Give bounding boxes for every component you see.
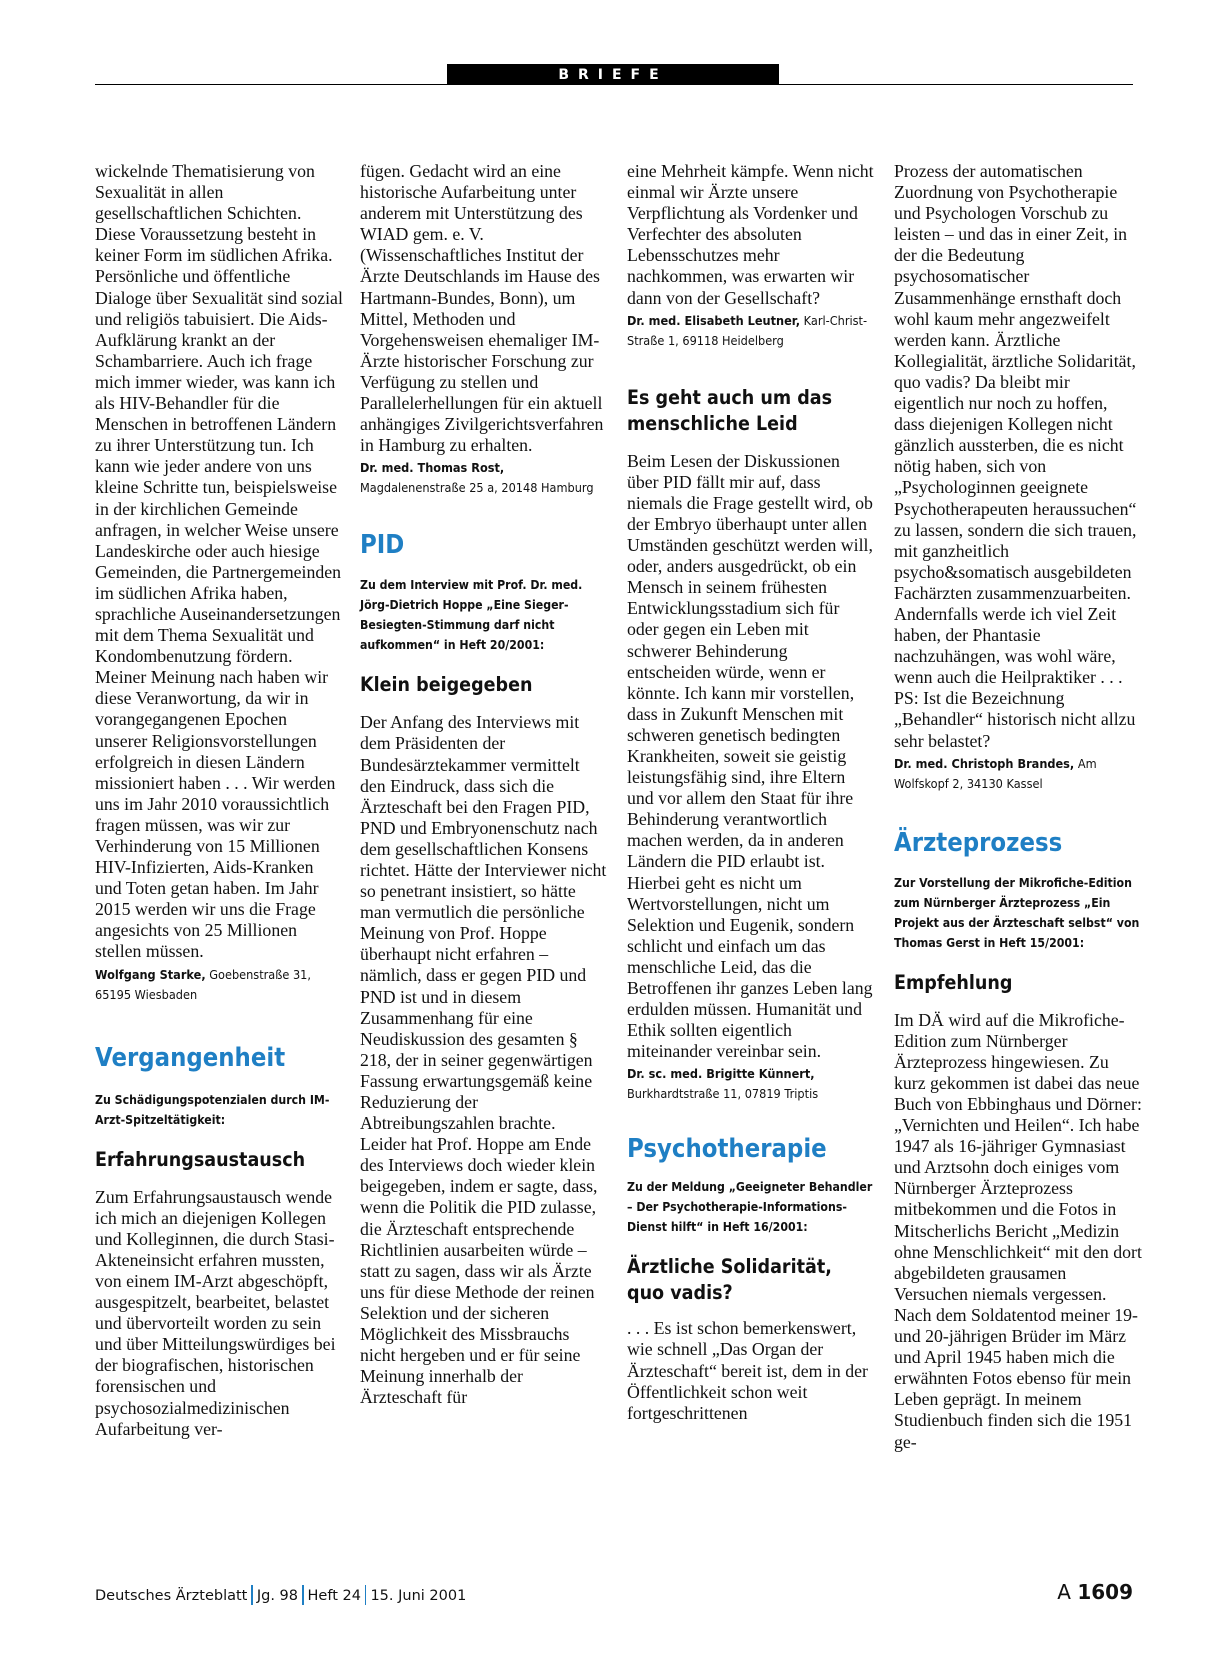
letter-text: Im DÄ wird auf die Mikrofiche-Edition zum Nürnberger Ärzteprozess hingewiesen. Zu kurz gekommen ist dabei das neue Buch von Ebbinghaus und Dörner: „Vernichten und Heilen“. Ich habe 1947 als 16-jähriger Gymnasiast und Arztsohn doch einiges vom Nürnberger Ärzteprozess mitbekommen und die Fotos in Mitscherlichs Bericht „Medizin ohne Menschlichkeit“ mit den dort abgebildeten grausamen Versuchen niemals vergessen. Nach dem Soldatentod meiner 19- und 20-jährigen Brüder im März und April 1945 haben mich die erwähnten Fotos ebenso für mein Leben geprägt. In meinem Studienbuch finden sich die 1951 ge- [894, 1009, 1142, 1452]
footer-separator [365, 1585, 367, 1605]
section-title: Ärzteprozess [894, 827, 1063, 858]
letter-text: Leider hat Prof. Hoppe am Ende des Interviews doch wieder klein beigegeben, indem er sagte, dass, wenn die Politik die PID zulasse, die Ärzteschaft entsprechende Richtlinien ausarbeiten würde – statt zu sagen, dass wir als Ärzte uns für diese Methode der reinen Selektion und der sicheren Möglichkeit des Missbrauchs nicht hergeben und er für seine Meinung innerhalb der Ärzteschaft für [360, 1134, 598, 1408]
letter-signature [894, 754, 1142, 794]
column-2 [360, 161, 608, 1408]
letter-headline: Erfahrungsaustausch [95, 1147, 306, 1171]
reference-note: Zu dem Interview mit Prof. Dr. med. Jörg-Dietrich Hoppe „Eine Sieger-Besiegten-Stimmung darf nicht aufkommen“ in Heft 20/2001: [360, 578, 583, 654]
column-1 [95, 161, 343, 1440]
section-title: Vergangenheit [95, 1042, 286, 1073]
column-3 [627, 161, 875, 1424]
page-number-value: 1609 [1077, 1580, 1133, 1604]
author-address: Magdalenenstraße 25 a, 20148 Hamburg [360, 480, 594, 496]
letter-text: wickelnde Thematisierung von Sexualität in allen gesellschaftlichen Schichten. Diese Voraussetzung besteht in keiner Form im südlichen Afrika. Persönliche und öffentliche Dialoge über Sexualität sind sozial und religiös tabuisiert. Die Aids-Aufklärung krankt an der Schambarriere. Auch ich frage mich immer wieder, was kann ich als HIV-Behandler für die Menschen in betroffenen Ländern zu ihrer Unterstützung tun. Ich kann wie jeder andere von uns kleine Schritte tun, beispielsweise in der kirchlichen Gemeinde anfragen, in welcher Weise unsere Landeskirche oder auch hiesige Gemeinden, die Partnergemeinden im südlichen Afrika haben, sprachliche Auseinandersetzungen mit dem Thema Sexualität und Kondombenutzung fördern. [95, 161, 343, 667]
section-title: Psychotherapie [627, 1134, 827, 1165]
letter-text: fügen. Gedacht wird an eine historische Aufarbeitung unter anderem mit Unterstützung des WIAD gem. e. V. (Wissenschaftliches Institut der Ärzte Deutschlands im Hause des Hartmann-Bundes, Bonn), um Mittel, Methoden und Vorgehensweisen ehemaliger IM-Ärzte historischer Forschung zur Verfügung zu stellen und Parallelerhellungen für ein aktuell anhängiges Zivilgerichtsverfahren in Hamburg zu erhalten. [360, 161, 604, 456]
reference-note: Zur Vorstellung der Mikrofiche-Edition zum Nürnberger Ärzteprozess „Ein Projekt aus der Ärzteschaft selbst“ von Thomas Gerst in Heft 15/2001: [894, 875, 1140, 951]
author-name: Dr. med. Christoph Brandes, [894, 755, 1075, 771]
journal-volume: Jg. 98 [256, 1588, 299, 1604]
letter-text: Beim Lesen der Diskussionen über PID fällt mir auf, dass niemals die Frage gestellt wird, ob der Embryo überhaupt unter allen Umständen geschützt werden will, oder, anders ausgedrückt, ob ein Mensch in seinem frühesten Entwicklungsstadium sich für oder gegen ein Leben mit schwerer Behinderung entscheiden würde, wenn er könnte. Ich kann mir vorstellen, dass in Zukunft Menschen mit schweren genetisch bedingten Krankheiten, soweit sie geistig leistungsfähig sind, ihre Eltern und vor allem den Staat für ihre Behinderung verantwortlich machen werden, da in anderen Ländern die PID erlaubt ist. Hierbei geht es nicht um Wertvorstellungen, nicht um Selektion und Eugenik, sondern schlicht und einfach um das menschliche Leid, das die Betroffenen ihr ganzes Leben lang erdulden müssen. Humanität und Ethik sollten eigentlich miteinander vereinbar sein. [627, 450, 873, 1062]
letter-text: Meiner Meinung nach haben wir diese Veranwortung, da wir in vorangegangenen Epochen unserer Religionsvorstellungen erfolgreich in diesen Ländern missioniert haben . . . Wir werden uns im Jahr 2010 voraussichtlich fragen müssen, was wir zur Verhinderung von 15 Millionen HIV-Infizierten, Aids-Kranken und Toten getan haben. Im Jahr 2015 werden wir uns die Frage angesichts von 25 Millionen stellen müssen. [95, 667, 336, 962]
section-header-label: BRIEFE [447, 64, 779, 85]
letter-headline: Klein beigegeben [360, 673, 533, 697]
letter-text: PS: Ist die Bezeichnung „Behandler“ historisch nicht allzu sehr belastet? [894, 688, 1136, 751]
letter-text: . . . Es ist schon bemerkenswert, wie schnell „Das Organ der Ärzteschaft“ bereit ist, dem in der Öffentlichkeit schon weit fortgeschrittenen [627, 1318, 868, 1423]
author-name: Wolfgang Starke, [95, 966, 206, 982]
column-4 [894, 161, 1142, 1453]
letter-text: Zum Erfahrungsaustausch wende ich mich an diejenigen Kollegen und Kolleginnen, die durch Stasi-Akteneinsicht erfahren mussten, von einem IM-Arzt abgeschöpft, ausgespitzelt, bearbeitet, belastet und übervorteilt worden zu sein und über Mitteilungswürdiges bei der biografischen, historischen forensischen und psychosozialmedizinischen Aufarbeitung ver- [95, 1186, 336, 1439]
letter-signature [95, 965, 343, 1005]
footer-separator [251, 1585, 253, 1605]
footer-separator [302, 1585, 304, 1605]
author-name: Dr. med. Thomas Rost, [360, 460, 505, 476]
page-number [1057, 1580, 1133, 1604]
author-name: Dr. sc. med. Brigitte Künnert, [627, 1066, 815, 1082]
page-prefix: A [1057, 1580, 1071, 1604]
letter-headline: Es geht auch um das menschliche Leid [627, 385, 833, 435]
author-address: Burkhardtstraße 11, 07819 Triptis [627, 1086, 819, 1102]
reference-note: Zu der Meldung „Geeigneter Behandler – Der Psychotherapie-Informations-Dienst hilft“ in Heft 16/2001: [627, 1180, 873, 1236]
journal-issue: Heft 24 [307, 1588, 361, 1604]
author-name: Dr. med. Elisabeth Leutner, [627, 312, 801, 328]
page-footer [95, 1585, 466, 1605]
journal-name: Deutsches Ärzteblatt [95, 1588, 248, 1604]
author-address: Karl-Christ-Straße 1, 69118 Heidelberg [627, 312, 868, 348]
letter-signature [627, 1064, 875, 1104]
letter-signature [627, 311, 875, 351]
letter-text: eine Mehrheit kämpfe. Wenn nicht einmal wir Ärzte unsere Verpflichtung als Vordenker und Verfechter des absoluten Lebensschutzes mehr nachkommen, was erwarten wir dann von der Gesellschaft? [627, 161, 874, 308]
letter-text: Prozess der automatischen Zuordnung von Psychotherapie und Psychologen Vorschub zu leisten – und das in einer Zeit, in der die Bedeutung psychosomatischer Zusammenhänge ernsthaft doch wohl kaum mehr angezweifelt werden kann. Ärztliche Kollegialität, ärztliche Solidarität, quo vadis? Da bleibt mir eigentlich nur noch zu hoffen, dass diejenigen Kollegen nicht gänzlich aussterben, die es nicht nötig haben, sich von „Psychologinnen geeignete Psychotherapeuten heraussuchen“ zu lassen, sondern die sich trauen, mit ganzheitlich psycho&somatisch ausgebildeten Fachärzten zusammenzuarbeiten. Andernfalls werde ich viel Zeit haben, der Phantasie nachzuhängen, was wohl wäre, wenn auch die Heilpraktiker . . . [894, 161, 1137, 688]
author-address: Am Wolfskopf 2, 34130 Kassel [894, 755, 1097, 791]
issue-date: 15. Juni 2001 [370, 1588, 467, 1604]
author-address: Goebenstraße 31, 65195 Wiesbaden [95, 966, 311, 1002]
letter-headline: Empfehlung [894, 970, 1013, 994]
letter-text: Der Anfang des Interviews mit dem Präsidenten der Bundesärztekammer vermittelt den Eindruck, dass sich die Ärzteschaft bei den Fragen PID, PND und Embryonenschutz nach dem gesellschaftlichen Konsens richtet. Hätte der Interviewer nicht so penetrant insistiert, so hätte man vermutlich die persönliche Meinung von Prof. Hoppe überhaupt nicht erfahren – nämlich, dass er gegen PID und PND ist und in diesem Zusammenhang für eine Neudiskussion des gesamten § 218, der in seiner gegenwärtigen Fassung erwartungsgemäß keine Reduzierung der Abtreibungszahlen brachte. [360, 712, 607, 1134]
letter-headline: Ärztliche Solidarität, quo vadis? [627, 1255, 832, 1305]
letter-signature [360, 458, 608, 498]
reference-note: Zu Schädigungspotenzialen durch IM-Arzt-Spitzeltätigkeit: [95, 1092, 330, 1128]
section-title: PID [360, 530, 405, 561]
